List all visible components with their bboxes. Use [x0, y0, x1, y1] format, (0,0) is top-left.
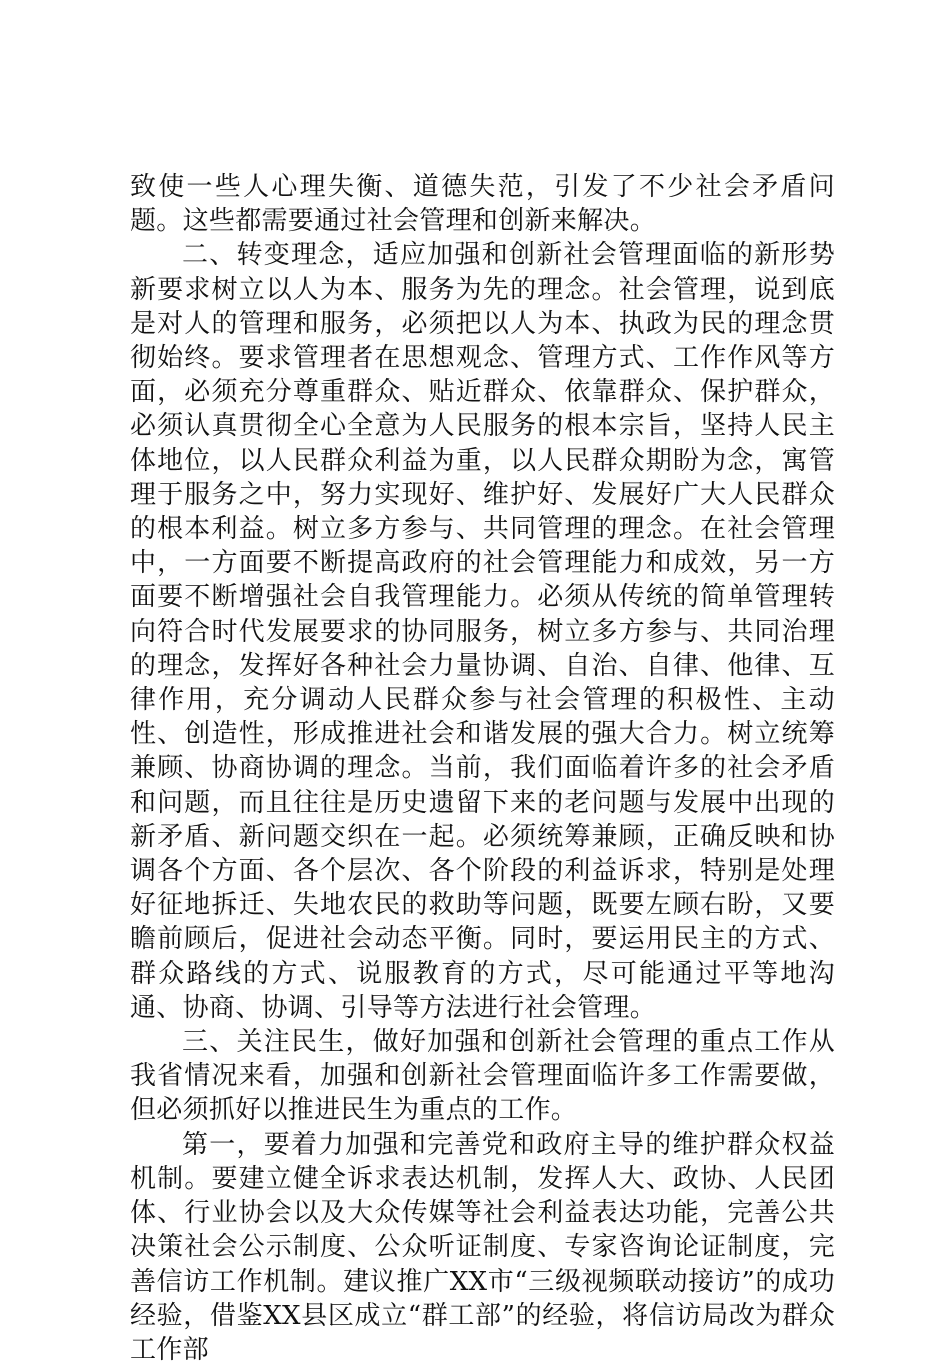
paragraph-1: 致使一些人心理失衡、道德失范，引发了不少社会矛盾问题。这些都需要通过社会管理和创新来解决。 — [130, 172, 835, 237]
paragraph-4: 第一，要着力加强和完善党和政府主导的维护群众权益机制。要建立健全诉求表达机制，发挥人大、政协、人民团体、行业协会以及大众传媒等社会利益表达功能，完善公共决策社会公示制度、公众听证制度、专家咨询论证制度，完善信访工作机制。建议推广XX市“三级视频联动接访”的成功经验，借鉴XX县区成立“群工部”的经验，将信访局改为群众工作部 — [130, 1129, 835, 1365]
paragraph-3: 三、关注民生，做好加强和创新社会管理的重点工作从我省情况来看，加强和创新社会管理面临许多工作需要做，但必须抓好以推进民生为重点的工作。 — [130, 1027, 835, 1126]
document-body — [130, 170, 835, 1367]
paragraph-2: 二、转变理念，适应加强和创新社会管理面临的新形势新要求树立以人为本、服务为先的理念。社会管理，说到底是对人的管理和服务，必须把以人为本、执政为民的理念贯彻始终。要求管理者在思想观念、管理方式、工作作风等方面，必须充分尊重群众、贴近群众、依靠群众、保护群众，必须认真贯彻全心全意为人民服务的根本宗旨，坚持人民主体地位，以人民群众利益为重，以人民群众期盼为念，寓管理于服务之中，努力实现好、维护好、发展好广大人民群众的根本利益。树立多方参与、共同管理的理念。在社会管理中，一方面要不断提高政府的社会管理能力和成效，另一方面要不断增强社会自我管理能力。必须从传统的简单管理转向符合时代发展要求的协同服务，树立多方参与、共同治理的理念，发挥好各种社会力量协调、自治、自律、他律、互律作用，充分调动人民群众参与社会管理的积极性、主动性、创造性，形成推进社会和谐发展的强大合力。树立统筹兼顾、协商协调的理念。当前，我们面临着许多的社会矛盾和问题，而且往往是历史遗留下来的老问题与发展中出现的新矛盾、新问题交织在一起。必须统筹兼顾，正确反映和协调各个方面、各个层次、各个阶段的利益诉求，特别是处理好征地拆迁、失地农民的救助等问题，既要左顾右盼，又要瞻前顾后，促进社会动态平衡。同时，要运用民主的方式、群众路线的方式、说服教育的方式，尽可能通过平等地沟通、协商、协调、引导等方法进行社会管理。 — [130, 240, 835, 1023]
